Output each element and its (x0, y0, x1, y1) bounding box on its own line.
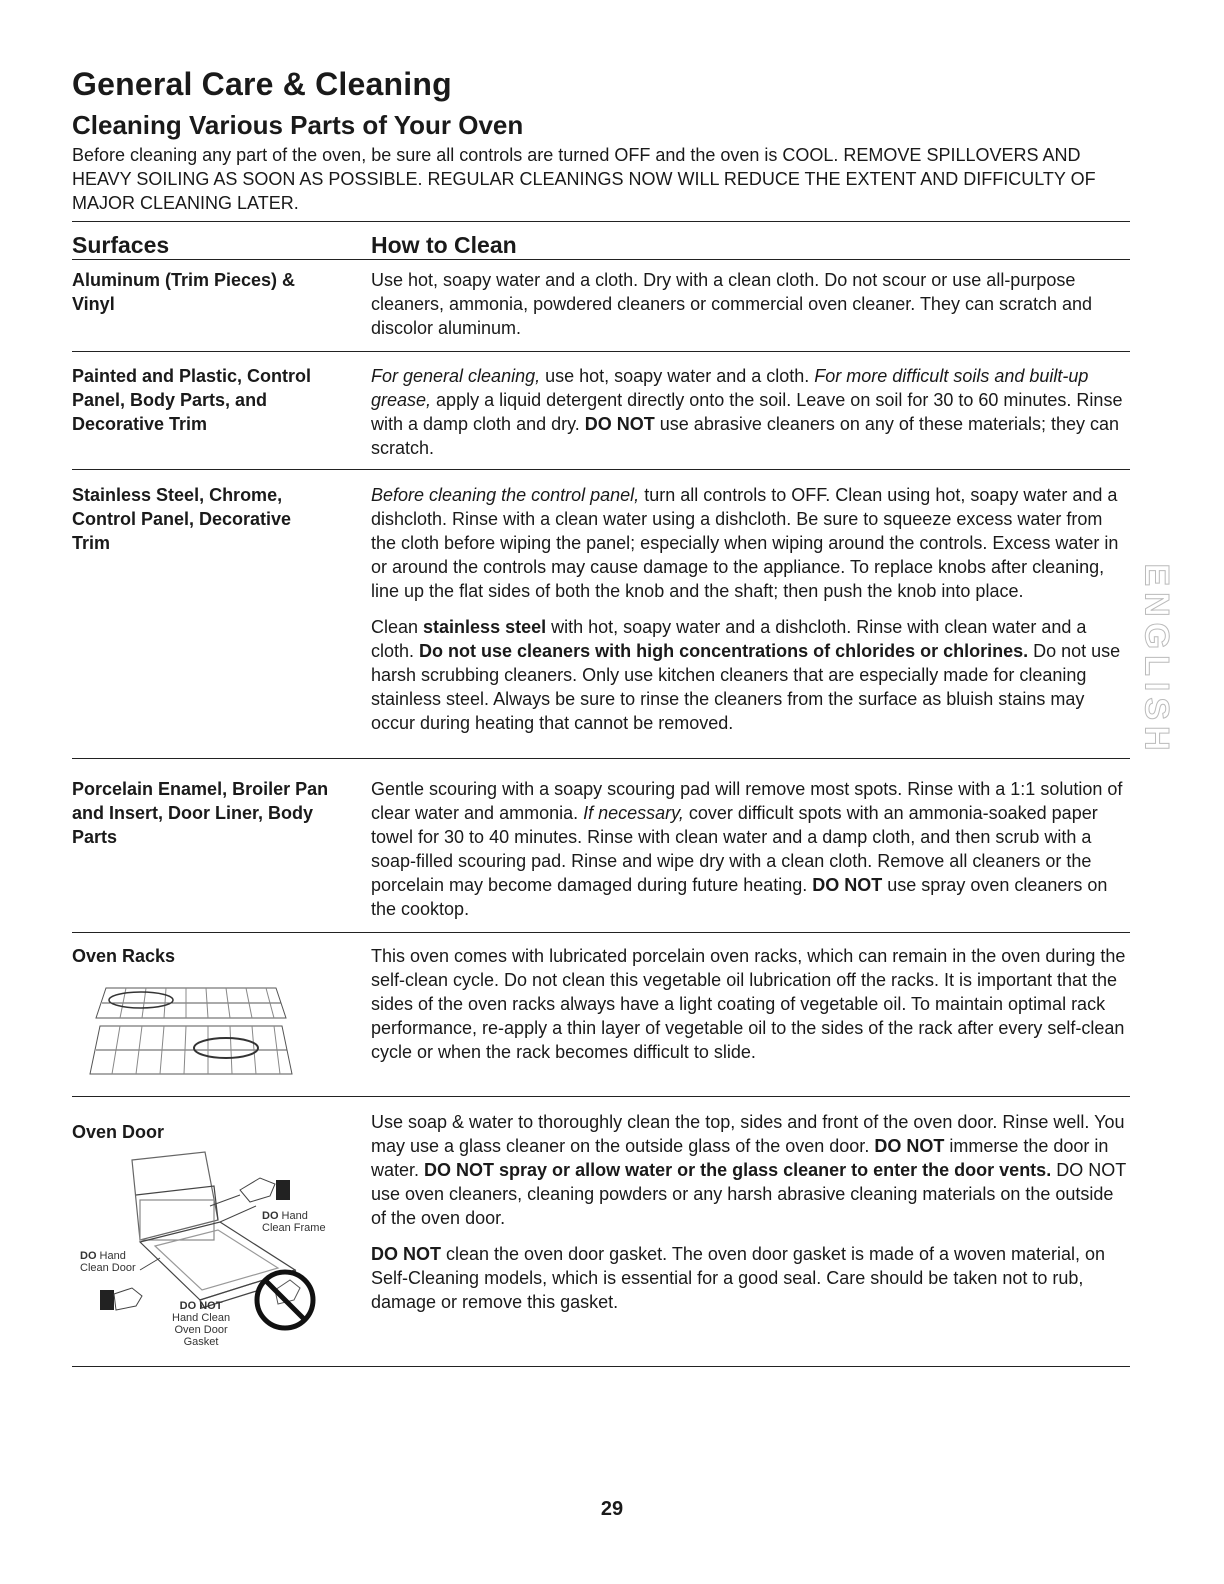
page-number: 29 (600, 1498, 624, 1520)
emphasis-text: For more difficult soils and built-up grease, (371, 366, 1089, 410)
section-title: Cleaning Various Parts of Your Oven (72, 110, 524, 140)
cleaning-instructions-oven-racks (371, 944, 1131, 1076)
text-run: apply a liquid detergent directly onto the soil. Leave on soil for 30 to 60 minutes. Rinse with a damp cloth and dry. (371, 390, 1123, 434)
divider (72, 221, 1130, 222)
cleaning-instructions-painted-plastic (371, 364, 1131, 472)
intro-paragraph: Before cleaning any part of the oven, be sure all controls are turned OFF and the oven is COOL. REMOVE SPILLOVERS AND HEAVY SOILING AS SOON AS POSSIBLE. REGULAR CLEANINGS NOW WILL REDUCE THE EXTENT AND DIFFICULTY OF MAJOR CLEANING LATER. (72, 145, 1096, 213)
spray-bottle-icon (100, 1288, 142, 1310)
warning-text: DO NOT spray or allow water or the glass cleaner to enter the door vents. (424, 1160, 1052, 1180)
prohibited-icon (257, 1272, 313, 1328)
text-run: use hot, soapy water and a cloth. (540, 366, 815, 386)
divider (72, 1096, 1130, 1097)
surface-label-porcelain-enamel: Porcelain Enamel, Broiler Pan and Insert, Door Liner, Body Parts (72, 779, 329, 847)
language-label: ENGLISH (1137, 563, 1176, 757)
emphasis-text: stainless steel (423, 617, 547, 637)
callout-text: Hand (96, 1250, 126, 1262)
instruction-paragraph (371, 483, 1126, 603)
divider (72, 469, 1130, 470)
page-title: General Care & Cleaning (72, 66, 452, 102)
instruction-paragraph (371, 615, 1126, 735)
text-run: with hot, soapy water and a dishcloth. Rinse with clean water and a cloth. (371, 617, 1087, 661)
callout-text: Clean Door (80, 1262, 136, 1274)
text-run: Clean (371, 617, 424, 637)
text-run: clean the oven door gasket. The oven door gasket is made of a woven material, on Self-Cleaning models, which is essential for a good seal. Care should be taken not to rub, damage or remove this gasket. (371, 1244, 1106, 1312)
text-run: turn all controls to OFF. Clean using hot, soapy water and a dishcloth. Rinse with a clean water using a dishcloth. Be sure to squeeze excess water from the cloth before wiping the panel; especially when wiping around the controls. Excess water in or around the controls may cause damage to the appliance. To replace knobs after cleaning, line up the flat sides of both the knob and the shaft; then push the knob into place. (371, 485, 1119, 601)
language-side-tab (1136, 563, 1176, 757)
instruction-paragraph (371, 364, 1131, 460)
text-run: use spray oven cleaners on the cooktop. (371, 875, 1108, 919)
instruction-paragraph (371, 777, 1131, 921)
callout-text: Clean Frame (262, 1222, 326, 1234)
callout-frame (262, 1210, 326, 1234)
instruction-paragraph (371, 1110, 1131, 1230)
callout-door (80, 1250, 136, 1274)
text-run: use abrasive cleaners on any of these materials; they can scratch. (371, 414, 1120, 458)
emphasis-text: For general cleaning, (371, 366, 541, 386)
warning-text: DO NOT (584, 414, 655, 434)
instruction-paragraph: This oven comes with lubricated porcelain oven racks, which can remain in the oven during the self-clean cycle. Do not clean this vegetable oil lubrication off the racks. It is important that the sides of the oven racks always have a light coating of vegetable oil. To maintain optimal rack performance, re-apply a thin layer of vegetable oil to the sides of the rack after every self-clean cycle or when the rack becomes difficult to slide. (371, 946, 1126, 1062)
column-header-surfaces: Surfaces (72, 232, 170, 258)
divider (72, 932, 1130, 933)
text-run: DO NOT use oven cleaners, cleaning powders or any harsh abrasive cleaning materials on the outside of the oven door. (371, 1160, 1126, 1228)
callout-do-not: DO NOT (179, 1300, 223, 1312)
text-run: Gentle scouring with a soapy scouring pad will remove most spots. Rinse with a 1:1 solution of clear water and ammonia. (371, 779, 1123, 823)
callout-gasket (172, 1300, 230, 1348)
warning-text: Do not use cleaners with high concentrations of chlorides or chlorines. (419, 641, 1029, 661)
text-run: cover difficult spots with an ammonia-soaked paper towel for 30 to 40 minutes. Rinse with clean water and a damp cloth, and then scrub with a soap-filled scouring pad. Rinse and wipe dry with a clean cloth. Remove all cleaners or the porcelain may become damaged during future heating. (371, 803, 1098, 895)
text-run: Use soap & water to thoroughly clean the top, sides and front of the oven door. Rinse well. You may use a glass cleaner on the outside glass of the oven door. (371, 1112, 1125, 1156)
cleaning-instructions-stainless-steel (371, 483, 1126, 747)
callout-do: DO (262, 1210, 279, 1222)
surface-label-oven-racks: Oven Racks (72, 946, 176, 966)
text-run: immerse the door in water. (371, 1136, 1109, 1180)
surface-label-painted-plastic: Painted and Plastic, Control Panel, Body Parts, and Decorative Trim (72, 366, 312, 434)
oven-racks-illustration (86, 978, 296, 1086)
cleaning-instructions-oven-door (371, 1110, 1131, 1326)
divider (72, 259, 1130, 260)
callout-text: Gasket (183, 1336, 219, 1348)
callout-text: Oven Door (174, 1324, 228, 1336)
surface-label-stainless-steel: Stainless Steel, Chrome, Control Panel, Decorative Trim (72, 485, 292, 553)
divider (72, 758, 1130, 759)
warning-text: DO NOT (812, 875, 883, 895)
instruction-paragraph (371, 1242, 1131, 1314)
callout-text: Hand Clean (172, 1312, 231, 1324)
warning-text: DO NOT (371, 1244, 441, 1264)
callout-do: DO (80, 1250, 97, 1262)
divider (72, 351, 1130, 352)
callout-text: Hand (278, 1210, 308, 1222)
surface-label-oven-door: Oven Door (72, 1122, 165, 1142)
instruction-paragraph: Use hot, soapy water and a cloth. Dry with a clean cloth. Do not scour or use all-purpose cleaners, ammonia, powdered cleaners or commercial oven cleaner. They can scratch and discolor aluminum. (371, 270, 1093, 338)
surface-label-aluminum: Aluminum (Trim Pieces) & Vinyl (72, 270, 296, 314)
spray-bottle-icon (210, 1178, 290, 1206)
warning-text: DO NOT (874, 1136, 945, 1156)
emphasis-text: If necessary, (583, 803, 684, 823)
cleaning-instructions-porcelain-enamel (371, 777, 1131, 933)
emphasis-text: Before cleaning the control panel, (371, 485, 640, 505)
divider (72, 1366, 1130, 1367)
cleaning-instructions-aluminum (371, 268, 1131, 352)
column-header-how-to-clean: How to Clean (371, 232, 517, 258)
text-run: Do not use harsh scrubbing cleaners. Only use kitchen cleaners that are especially made for cleaning stainless steel. Always be sure to rinse the cleaners from the surface as bluish stains may occur during heating that cannot be removed. (371, 641, 1121, 733)
